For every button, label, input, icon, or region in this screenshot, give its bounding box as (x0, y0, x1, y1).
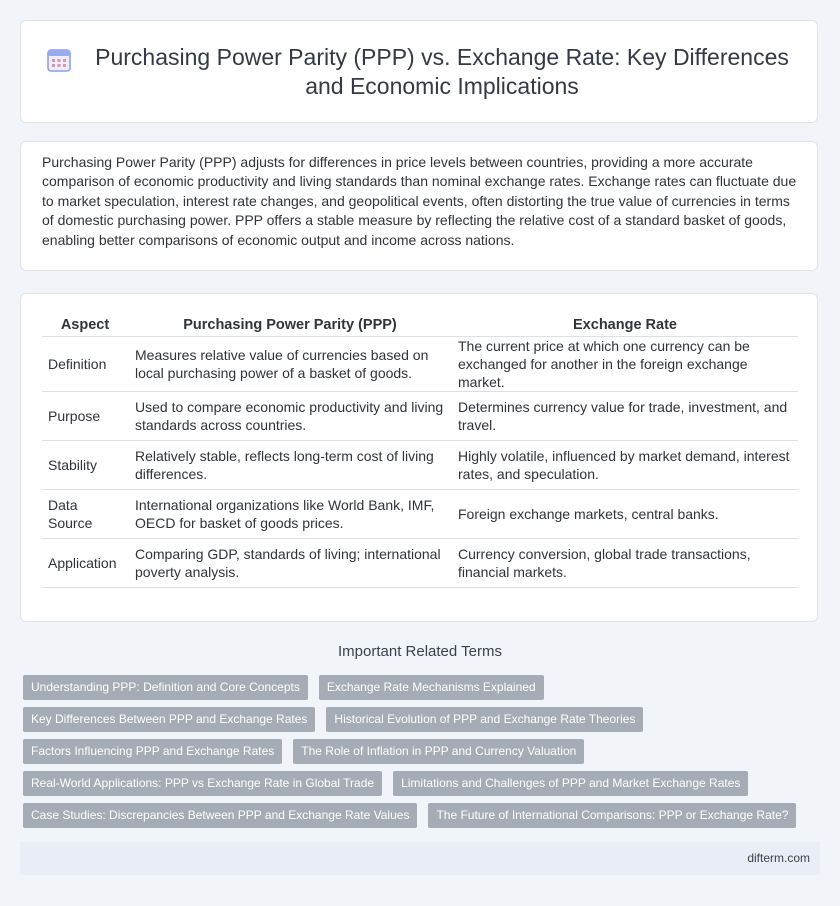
related-term-link[interactable]: Real-World Applications: PPP vs Exchange Rate in Global Trade (23, 771, 382, 796)
column-header-ppp: Purchasing Power Parity (PPP) (129, 314, 452, 337)
cell-aspect: Definition (42, 337, 129, 392)
footer-brand-link[interactable]: difterm.com (747, 851, 810, 865)
comparison-table (42, 314, 798, 588)
cell-aspect: Stability (42, 441, 129, 490)
related-terms-row (23, 739, 595, 765)
cell-ppp: International organizations like World Bank, IMF, OECD for basket of goods prices. (129, 490, 452, 539)
table-header-row (42, 314, 798, 337)
table-row (42, 392, 798, 441)
cell-ppp: Measures relative value of currencies based on local purchasing power of a basket of goods. (129, 337, 452, 392)
related-term-link[interactable]: Factors Influencing PPP and Exchange Rates (23, 739, 282, 764)
cell-aspect: Application (42, 539, 129, 588)
table-row (42, 441, 798, 490)
cell-ppp: Relatively stable, reflects long-term cost of living differences. (129, 441, 452, 490)
intro-card (20, 141, 818, 271)
related-term-link[interactable]: Key Differences Between PPP and Exchange Rates (23, 707, 315, 732)
related-term-link[interactable]: Case Studies: Discrepancies Between PPP and Exchange Rate Values (23, 803, 417, 828)
column-header-exchange-rate: Exchange Rate (452, 314, 799, 337)
cell-exchange-rate: Currency conversion, global trade transactions, financial markets. (452, 539, 799, 588)
related-terms-row (23, 707, 654, 733)
cell-aspect: Purpose (42, 392, 129, 441)
cell-ppp: Used to compare economic productivity and living standards across countries. (129, 392, 452, 441)
related-terms-heading: Important Related Terms (338, 643, 502, 660)
related-term-link[interactable]: Exchange Rate Mechanisms Explained (319, 675, 544, 700)
related-term-link[interactable]: Historical Evolution of PPP and Exchange Rate Theories (326, 707, 643, 732)
calendar-icon (47, 47, 71, 73)
header-card (20, 20, 818, 123)
cell-ppp: Comparing GDP, standards of living; international poverty analysis. (129, 539, 452, 588)
page-title: Purchasing Power Parity (PPP) vs. Exchange Rate: Key Differences and Economic Implications (95, 44, 789, 99)
related-terms-row (23, 803, 807, 829)
column-header-aspect: Aspect (42, 314, 129, 337)
related-terms-row (23, 675, 555, 701)
table-row (42, 337, 798, 392)
cell-exchange-rate: Determines currency value for trade, investment, and travel. (452, 392, 799, 441)
comparison-table-card (20, 293, 818, 622)
table-row (42, 539, 798, 588)
cell-exchange-rate: Highly volatile, influenced by market demand, interest rates, and speculation. (452, 441, 799, 490)
cell-aspect: Data Source (42, 490, 129, 539)
cell-exchange-rate: Foreign exchange markets, central banks. (452, 490, 799, 539)
table-row (42, 490, 798, 539)
cell-exchange-rate: The current price at which one currency can be exchanged for another in the foreign exchange market. (452, 337, 799, 392)
related-term-link[interactable]: The Role of Inflation in PPP and Currency Valuation (293, 739, 584, 764)
intro-paragraph: Purchasing Power Parity (PPP) adjusts for differences in price levels between countries, providing a more accurate comparison of economic productivity and living standards than nominal exchange rates. Exchange rates can fluctuate due to market speculation, interest rate changes, and geopolitical events, often distorting the true value of currencies in terms of domestic purchasing power. PPP offers a stable measure by reflecting the relative cost of a standard basket of goods, enabling better comparisons of economic output and income across nations. (42, 154, 797, 248)
related-term-link[interactable]: Understanding PPP: Definition and Core Concepts (23, 675, 308, 700)
related-term-link[interactable]: Limitations and Challenges of PPP and Market Exchange Rates (393, 771, 748, 796)
related-terms-row (23, 771, 759, 797)
related-term-link[interactable]: The Future of International Comparisons: PPP or Exchange Rate? (428, 803, 796, 828)
footer (20, 842, 820, 875)
